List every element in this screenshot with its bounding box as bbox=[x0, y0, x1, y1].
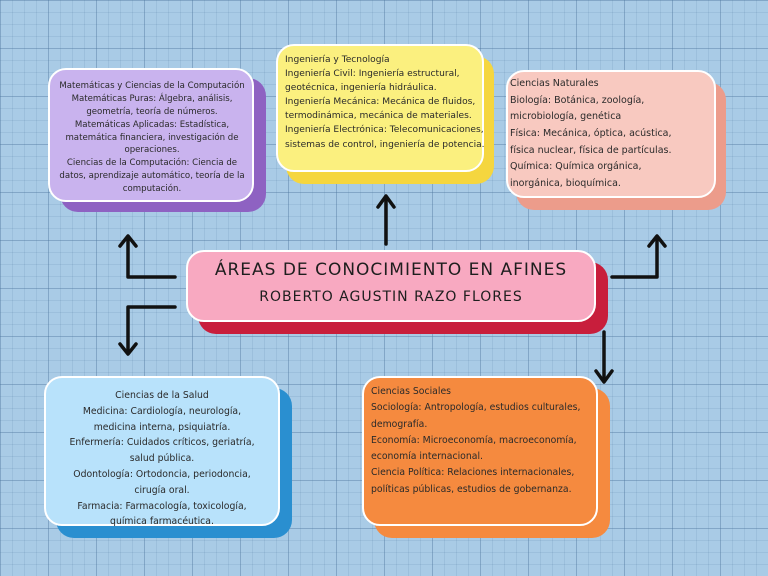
health-heading: Ciencias de la Salud bbox=[115, 390, 209, 401]
engineering-line: sistemas de control, ingeniería de potencia. bbox=[285, 139, 485, 150]
math-line: computación. bbox=[122, 184, 182, 195]
natural-line: Física: Mecánica, óptica, acústica, bbox=[510, 127, 672, 139]
natural-line: microbiología, genética bbox=[510, 111, 622, 123]
social-line: economía internacional. bbox=[371, 451, 483, 463]
natural-line: Química: Química orgánica, bbox=[510, 161, 642, 173]
math-line: geometría, teoría de números. bbox=[86, 106, 218, 117]
author-name: ROBERTO AGUSTIN RAZO FLORES bbox=[259, 289, 523, 305]
math-line: Ciencias de la Computación: Ciencia de bbox=[66, 158, 238, 169]
math-line: datos, aprendizaje automático, teoría de la bbox=[59, 171, 245, 182]
health-card-text bbox=[48, 388, 276, 530]
health-line: Medicina: Cardiología, neurología, bbox=[82, 405, 242, 417]
math-line: matemática financiera, investigación de bbox=[65, 132, 239, 143]
engineering-line: Ingeniería Civil: Ingeniería estructural, bbox=[285, 69, 460, 80]
health-line: Odontología: Ortodoncia, periodoncia, bbox=[73, 468, 251, 480]
engineering-heading: Ingeniería y Tecnología bbox=[285, 55, 390, 65]
natural-line: inorgánica, bioquímica. bbox=[510, 177, 621, 189]
natural-line: física nuclear, física de partículas. bbox=[510, 144, 672, 156]
math-card-text bbox=[52, 80, 252, 196]
math-heading: Matemáticas y Ciencias de la Computación bbox=[59, 81, 245, 91]
social-heading: Ciencias Sociales bbox=[371, 386, 452, 397]
social-line: Economía: Microeconomía, macroeconomía, bbox=[371, 434, 577, 446]
engineering-line: termodinámica, mecánica de materiales. bbox=[285, 111, 472, 122]
health-line: cirugía oral. bbox=[134, 484, 190, 496]
health-line: Enfermería: Cuidados críticos, geriatría, bbox=[69, 437, 255, 449]
engineering-card-text bbox=[285, 53, 485, 152]
social-line: Sociología: Antropología, estudios culturales, bbox=[371, 402, 581, 414]
health-line: medicina interna, psiquiatría. bbox=[93, 421, 231, 433]
engineering-line: Ingeniería Mecánica: Mecánica de fluidos, bbox=[285, 97, 476, 108]
health-line: química farmacéutica. bbox=[110, 516, 214, 528]
social-line: Ciencia Política: Relaciones internacionales, bbox=[371, 467, 575, 479]
natural-card-text bbox=[510, 76, 712, 192]
math-line: Matemáticas Puras: Álgebra, análisis, bbox=[71, 93, 233, 104]
social-line: demografía. bbox=[371, 418, 428, 430]
health-line: salud pública. bbox=[129, 453, 195, 465]
math-line: Matemáticas Aplicadas: Estadística, bbox=[74, 119, 230, 130]
social-card-text bbox=[371, 384, 597, 498]
natural-line: Biología: Botánica, zoología, bbox=[510, 94, 645, 106]
page-title: ÁREAS DE CONOCIMIENTO EN AFINES bbox=[214, 260, 568, 280]
math-line: operaciones. bbox=[124, 145, 180, 156]
health-line: Farmacia: Farmacología, toxicología, bbox=[77, 500, 247, 512]
social-line: políticas públicas, estudios de gobernanza. bbox=[371, 483, 572, 495]
engineering-line: Ingeniería Electrónica: Telecomunicaciones, bbox=[285, 125, 484, 136]
natural-heading: Ciencias Naturales bbox=[510, 78, 599, 89]
engineering-line: geotécnica, ingeniería hidráulica. bbox=[285, 83, 437, 94]
